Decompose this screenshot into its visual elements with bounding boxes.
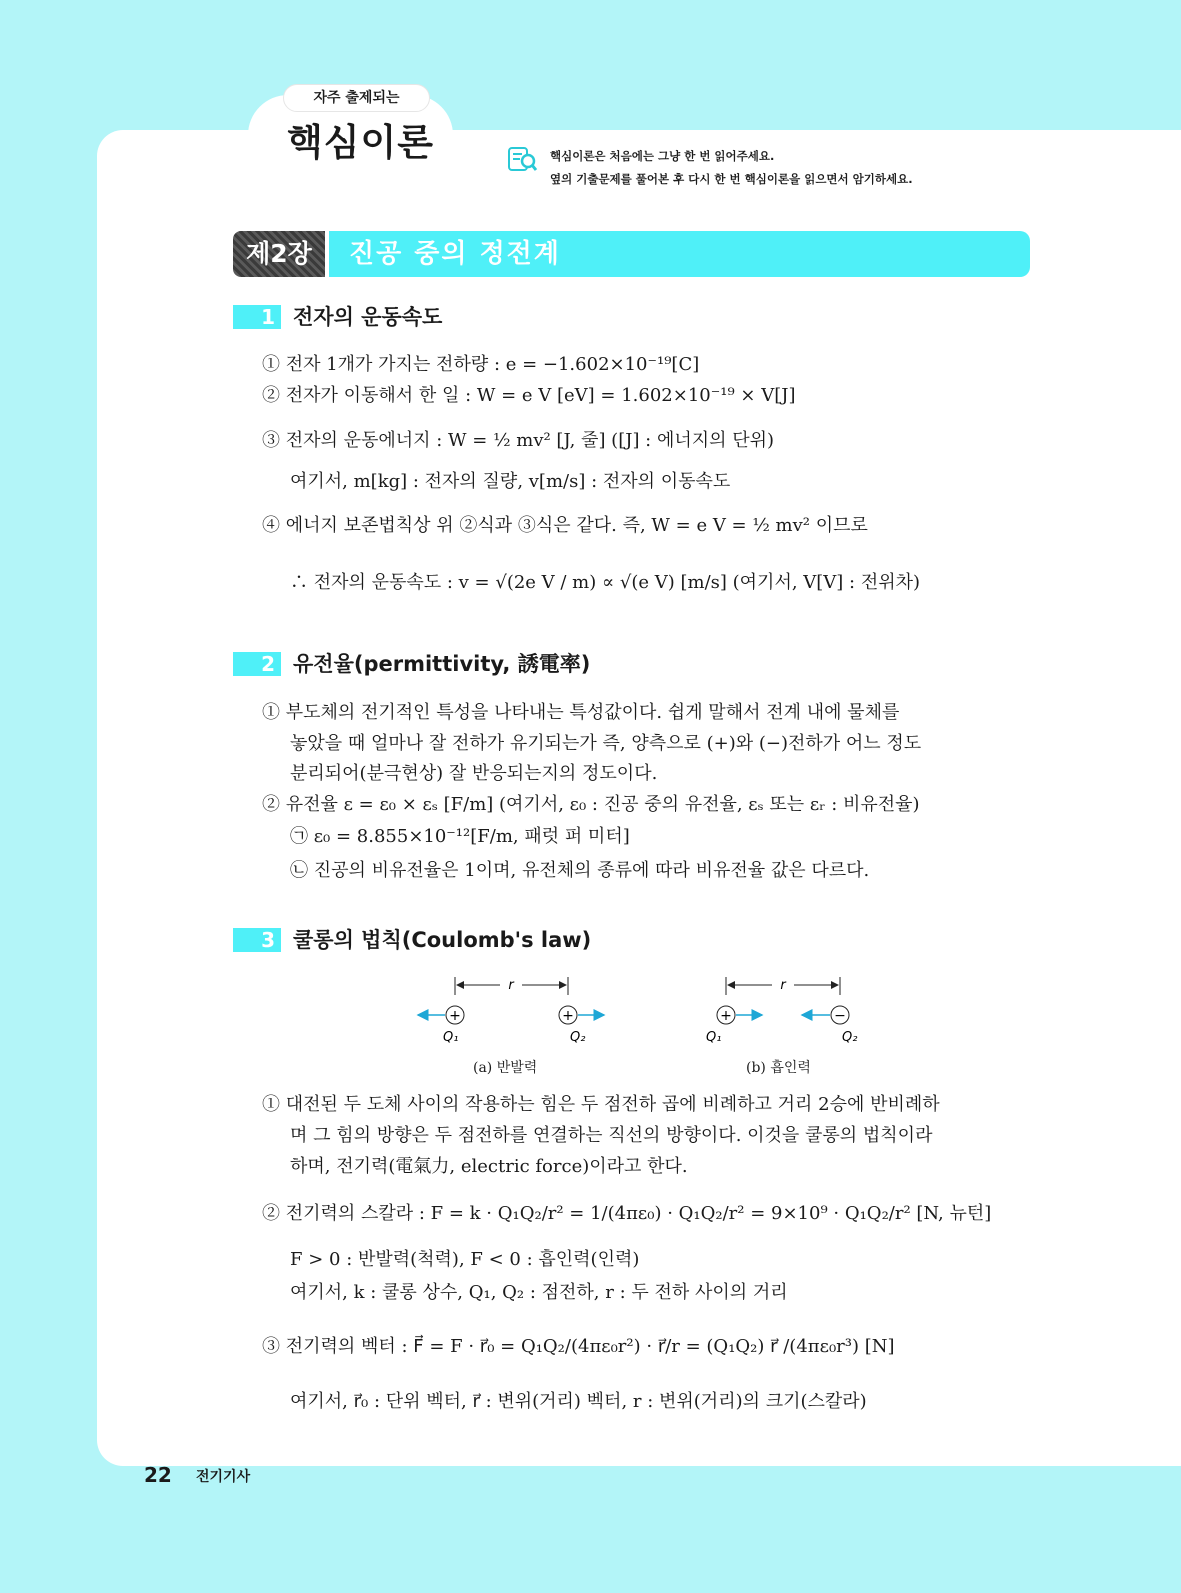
charge-minus: − <box>834 1008 846 1024</box>
s3-line-3: 하며, 전기력(電氣力, electric force)이라고 한다. <box>290 1156 688 1177</box>
reading-notes <box>550 145 913 191</box>
page-title: 핵심이론 <box>287 121 434 164</box>
section-title: 전자의 운동속도 <box>293 305 443 329</box>
section-title: 쿨롱의 법칙(Coulomb's law) <box>293 928 592 952</box>
s2-line-6: ㉡ 진공의 비유전율은 1이며, 유전체의 종류에 따라 비유전율 값은 다르다. <box>290 860 870 881</box>
section-number: 1 <box>233 305 281 329</box>
s3-line-8: 여기서, r⃗₀ : 단위 벡터, r⃗ : 변위(거리) 벡터, r : 변위(거리)의 크기(스칼라) <box>290 1391 867 1412</box>
page-number: 22 <box>144 1463 172 1487</box>
distance-label-a: r <box>508 978 514 993</box>
section-number: 3 <box>233 928 281 952</box>
s3-line-1: ① 대전된 두 도체 사이의 작용하는 힘은 두 점전하 곱에 비례하고 거리 2승에 반비례하 <box>262 1094 940 1115</box>
charge-plus: + <box>720 1008 732 1024</box>
caption-attraction: (b) 흡인력 <box>746 1060 811 1076</box>
chapter-number: 제2장 <box>233 231 325 277</box>
s1-line-2: ② 전자가 이동해서 한 일 : W = e V [eV] = 1.602×10⁻¹⁹ × V[J] <box>262 385 796 406</box>
s2-line-2: 놓았을 때 얼마나 잘 전하가 유기되는가 즉, 양측으로 (+)와 (−)전하가 어느 정도 <box>290 733 922 754</box>
s3-line-5: F > 0 : 반발력(척력), F < 0 : 흡인력(인력) <box>290 1249 640 1270</box>
chapter-title: 진공 중의 정전계 <box>329 231 1030 277</box>
distance-label-b: r <box>780 978 786 993</box>
s3-line-4: ② 전기력의 스칼라 : F = k · Q₁Q₂/r² = 1/(4πε₀) · Q₁Q₂/r² = 9×10⁹ · Q₁Q₂/r² [N, 뉴턴] <box>262 1203 992 1224</box>
section-number: 2 <box>233 652 281 676</box>
section-title: 유전율(permittivity, 誘電率) <box>293 652 591 676</box>
s2-line-4: ② 유전율 ε = ε₀ × εₛ [F/m] (여기서, ε₀ : 진공 중의 유전율, εₛ 또는 εᵣ : 비유전율) <box>262 794 920 815</box>
note-line-1: 핵심이론은 처음에는 그냥 한 번 읽어주세요. <box>550 149 775 163</box>
s1-line-4: 여기서, m[kg] : 전자의 질량, v[m/s] : 전자의 이동속도 <box>290 471 731 492</box>
charge-plus: + <box>449 1008 461 1024</box>
book-title: 전기기사 <box>196 1469 251 1485</box>
s3-line-7: ③ 전기력의 벡터 : F⃗ = F · r⃗₀ = Q₁Q₂/(4πε₀r²) · r⃗/r = (Q₁Q₂) r⃗ /(4πε₀r³) [N] <box>262 1336 895 1357</box>
s3-line-6: 여기서, k : 쿨롱 상수, Q₁, Q₂ : 점전하, r : 두 전하 사이의 거리 <box>290 1282 788 1303</box>
note-line-2: 옆의 기출문제를 풀어본 후 다시 한 번 핵심이론을 읽으면서 암기하세요. <box>550 172 913 186</box>
charge-q1-label: Q₁ <box>443 1030 459 1045</box>
s3-line-2: 며 그 힘의 방향은 두 점전하를 연결하는 직선의 방향이다. 이것을 쿨롱의 법칙이라 <box>290 1125 933 1146</box>
frequent-pill: 자주 출제되는 <box>283 84 430 112</box>
caption-repulsion: (a) 반발력 <box>473 1060 538 1076</box>
s2-line-1: ① 부도체의 전기적인 특성을 나타내는 특성값이다. 쉽게 말해서 전계 내에 물체를 <box>262 702 900 723</box>
charge-plus: + <box>562 1008 574 1024</box>
s1-line-5: ④ 에너지 보존법칙상 위 ②식과 ③식은 같다. 즉, W = e V = ½ mv² 이므로 <box>262 515 868 536</box>
charge-q1-label: Q₁ <box>706 1030 722 1045</box>
chapter-banner <box>233 231 1030 277</box>
s1-line-6: ∴ 전자의 운동속도 : v = √(2e V / m) ∝ √(e V) [m/s] (여기서, V[V] : 전위차) <box>290 572 921 593</box>
s1-line-3: ③ 전자의 운동에너지 : W = ½ mv² [J, 줄] ([J] : 에너지의 단위) <box>262 430 775 451</box>
charge-q2-label: Q₂ <box>842 1030 858 1045</box>
s1-line-1: ① 전자 1개가 가지는 전하량 : e = −1.602×10⁻¹⁹[C] <box>262 354 700 375</box>
s2-line-5: ㉠ ε₀ = 8.855×10⁻¹²[F/m, 패럿 퍼 미터] <box>290 826 630 847</box>
charge-q2-label: Q₂ <box>570 1030 586 1045</box>
s2-line-3: 분리되어(분극현상) 잘 반응되는지의 정도이다. <box>290 763 658 784</box>
note-search-icon <box>508 146 538 174</box>
